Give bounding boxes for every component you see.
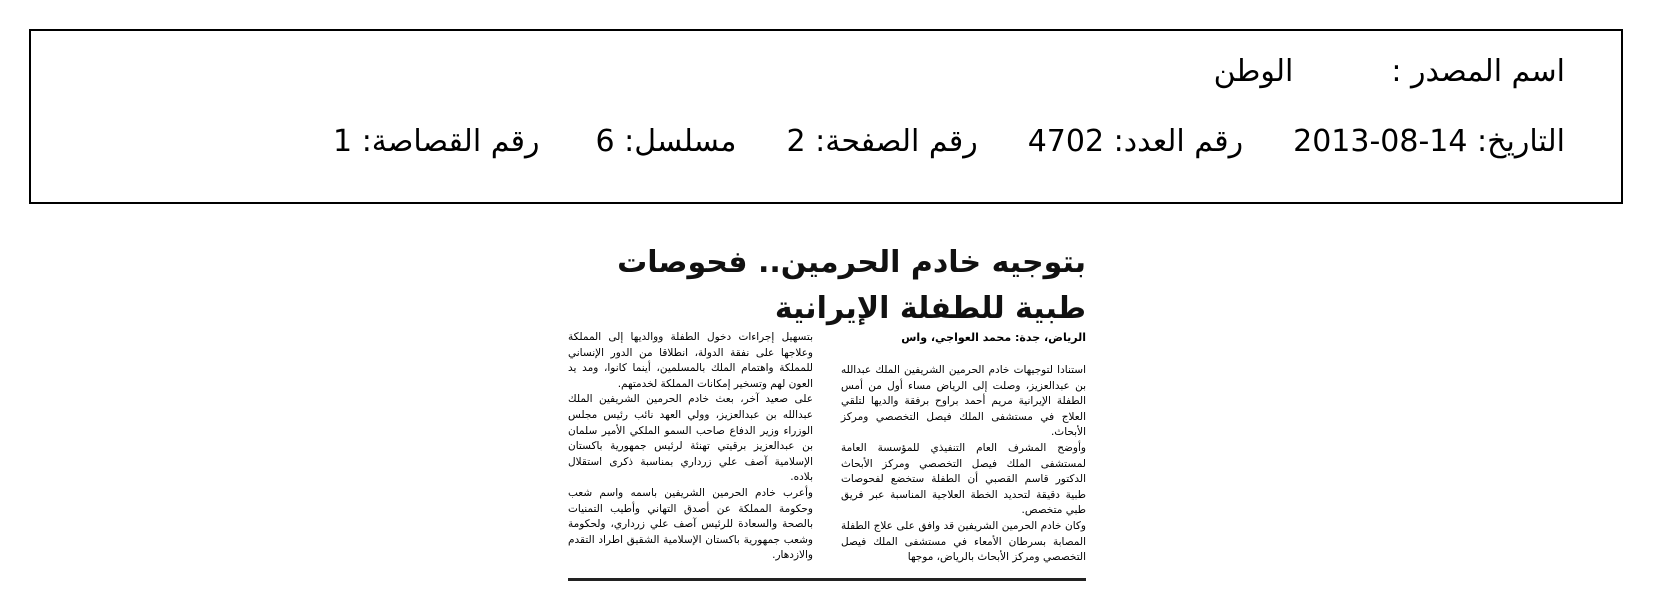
article-column-right (841, 363, 1086, 566)
article-paragraph: وأوضح المشرف العام التنفيذي للمؤسسة العامة لمستشفى الملك فيصل التخصصي ومركز الأبحاث الدكتور قاسم القصبي أن الطفلة ستخضع لفحوصات طبية دقيقة لتحديد الخطة العلاجية المناسبة عبر فريق طبي متخصص. (841, 441, 1086, 517)
clip-value: 1 (333, 124, 353, 159)
clip-label: رقم القصاصة: (361, 124, 540, 159)
source-row (1213, 54, 1565, 89)
serial-label: مسلسل: (624, 124, 737, 159)
article-paragraph: استنادا لتوجيهات خادم الحرمين الشريفين الملك عبدالله بن عبدالعزيز، وصلت إلى الرياض مساء أول من أمس الطفلة الإيرانية مريم أحمد براوح برفقة والديها لتلقي العلاج في مستشفى الملك فيصل التخصصي ومركز الأبحاث. (841, 364, 1086, 439)
issue-label: رقم العدد: (1113, 124, 1244, 159)
source-value: الوطن (1213, 54, 1294, 89)
clipping-bottom-rule (568, 578, 1086, 581)
serial-value: 6 (595, 124, 615, 159)
article-column-left (568, 330, 813, 564)
page-label: رقم الصفحة: (815, 124, 978, 159)
page-value: 2 (786, 124, 806, 159)
article-headline: بتوجيه خادم الحرمين.. فحوصات طبية للطفلة الإيرانية (617, 245, 1086, 326)
article-byline: الرياض، جدة: محمد العواجي، واس (901, 331, 1086, 344)
article-paragraph: وأعرب خادم الحرمين الشريفين باسمه واسم شعب وحكومة المملكة عن أصدق التهاني وأطيب التمنيات بالصحة والسعادة للرئيس آصف علي زرداري، ولحكومة وشعب جمهورية باكستان الإسلامية الشقيق اطراد التقدم والازدهار. (568, 486, 813, 562)
clipping-metadata-box (29, 29, 1623, 204)
issue-value: 4702 (1027, 124, 1105, 159)
article-paragraph: على صعيد آخر، بعث خادم الحرمين الشريفين الملك عبدالله بن عبدالعزيز، وولي العهد نائب رئيس مجلس الوزراء وزير الدفاع صاحب السمو الملكي الأمير سلمان بن عبدالعزيز برقيتي تهنئة لرئيس جمهورية باكستان الإسلامية آصف علي زرداري بمناسبة ذكرى استقلال بلاده. (568, 393, 813, 484)
newspaper-clipping (568, 240, 1086, 586)
article-paragraph: وكان خادم الحرمين الشريفين قد وافق على علاج الطفلة المصابة بسرطان الأمعاء في مستشفى الملك فيصل التخصصي ومركز الأبحاث بالرياض، موجها (841, 519, 1086, 564)
date-value: 2013-08-14 (1293, 124, 1468, 159)
article-paragraph: بتسهيل إجراءات دخول الطفلة ووالديها إلى المملكة وعلاجها على نفقة الدولة، انطلاقا من الدور الإنساني للمملكة واهتمام الملك بالمسلمين، أينما كانوا، ومد يد العون لهم وتسخير إمكانات المملكة لخدمتهم. (568, 331, 813, 390)
source-label: اسم المصدر : (1391, 54, 1565, 89)
details-row (333, 124, 1565, 159)
date-label: التاريخ: (1477, 124, 1565, 159)
